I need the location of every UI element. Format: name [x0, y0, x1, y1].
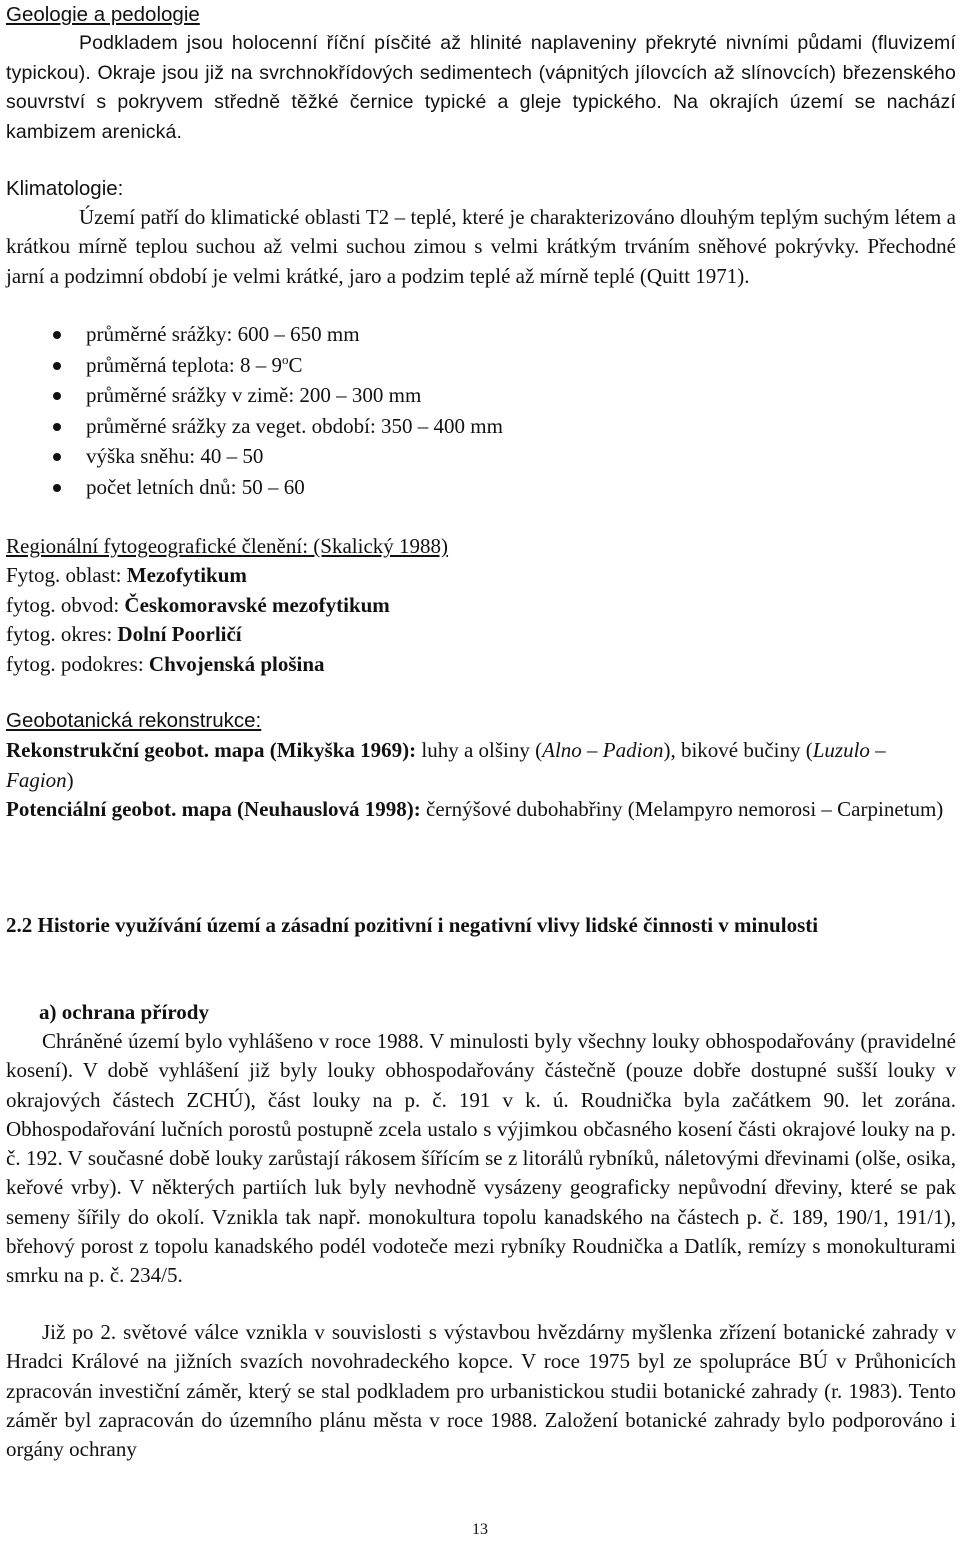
list-item: průměrná teplota: 8 – 9$^o$C: [6, 351, 956, 382]
list-item: Fytog. oblast: Mezofytikum: [6, 563, 247, 587]
geology-paragraph: Podkladem jsou holocenní říční písčité až hlinité naplaveniny překryté nivními půdami (fluvizemí typickou). Okraje jsou již na svrchnokřídových sedimentech (vápnitých jílovcích až slínovcích) březenského souvrství s pokryvem středně těžké černice typické a gleje typického. Na okrajích území se nachází kambizem arenická.: [6, 32, 956, 143]
list-item: fytog. okres: Dolní Poorličí: [6, 622, 242, 646]
list-item: průměrné srážky v zimě: 200 – 300 mm: [6, 381, 956, 412]
regional-list: [6, 561, 390, 679]
list-item: fytog. podokres: Chvojenská plošina: [6, 651, 325, 676]
section-heading: 2.2 Historie využívání území a zásadní pozitivní i negativní vlivy lidské činnosti v minulosti: [6, 913, 819, 937]
climate-list: [6, 320, 956, 503]
page-number: 13: [472, 1521, 488, 1538]
geology-title: Geologie a pedologie: [6, 3, 200, 26]
climate-title: Klimatologie:: [6, 177, 124, 200]
geobotany-potential: Potenciální geobot. mapa (Neuhauslová 1998): černýšové dubohabřiny (Melampyro nemorosi – Carpinetum): [6, 797, 944, 821]
list-item: počet letních dnů: 50 – 60: [6, 473, 956, 504]
list-item: průměrné srážky: 600 – 650 mm: [6, 320, 956, 351]
subsection-heading: a) ochrana přírody: [39, 1000, 209, 1024]
history-paragraph-1: Chráněné území bylo vyhlášeno v roce 1988. V minulosti byly všechny louky obhospodařovány (pravidelné kosení). V době vyhlášení již byly louky obhospodařovány částečně (pouze dobře dostupné sušší louky v okrajových částech ZCHÚ), část louky na p. č. 191 v k. ú. Roudnička byla začátkem 90. let zorána. Obhospodařování lučních porostů postupně zcela ustalo s výjimkou občasného kosení části okrajové louky na p. č. 192. V současné době louky zarůstají rákosem šířícím se z litorálů rybníků, náletovými dřevinami (olše, osika, keřové vrby). V některých partiích luk byly nevhodně vysázeny geograficky nepůvodní dřeviny, které se pak semeny šířily do okolí. Vznikla tak např. monokultura topolu kanadského na částech p. č. 189, 190/1, 191/1), břehový porost z topolu kanadského podél vodoteče mezi rybníky Roudnička a Datlík, remízy s monokulturami smrku na p. č. 234/5.: [6, 1029, 956, 1288]
list-item: fytog. obvod: Českomoravské mezofytikum: [6, 592, 390, 617]
list-item: výška sněhu: 40 – 50: [6, 442, 956, 473]
geobotany-reconstruction: Rekonstrukční geobot. mapa (Mikyška 1969): luhy a olšiny (Alno – Padion), bikové bučiny (Luzulo – Fagion): [6, 738, 886, 792]
climate-paragraph: Území patří do klimatické oblasti T2 – teplé, které je charakterizováno dlouhým teplým suchým létem a krátkou mírně teplou suchou až velmi suchou zimou s velmi krátkým trváním sněhové pokrývky. Přechodné jarní a podzimní období je velmi krátké, jaro a podzim teplé až mírně teplé (Quitt 1971).: [6, 205, 956, 288]
regional-title: Regionální fytogeografické členění: (Skalický 1988): [6, 534, 449, 558]
list-item: průměrné srážky za veget. období: 350 – 400 mm: [6, 412, 956, 443]
geobotany-title: Geobotanická rekonstrukce:: [6, 709, 262, 732]
history-paragraph-2: Již po 2. světové válce vznikla v souvislosti s výstavbou hvězdárny myšlenka zřízení botanické zahrady v Hradci Králové na jižních svazích novohradeckého kopce. V roce 1975 byl ze spolupráce BÚ v Průhonicích zpracován investiční záměr, který se stal podkladem pro urbanistickou studii botanické zahrady (r. 1983). Tento záměr byl zapracován do územního plánu města v roce 1988. Založení botanické zahrady bylo podporováno i orgány ochrany: [6, 1320, 956, 1462]
